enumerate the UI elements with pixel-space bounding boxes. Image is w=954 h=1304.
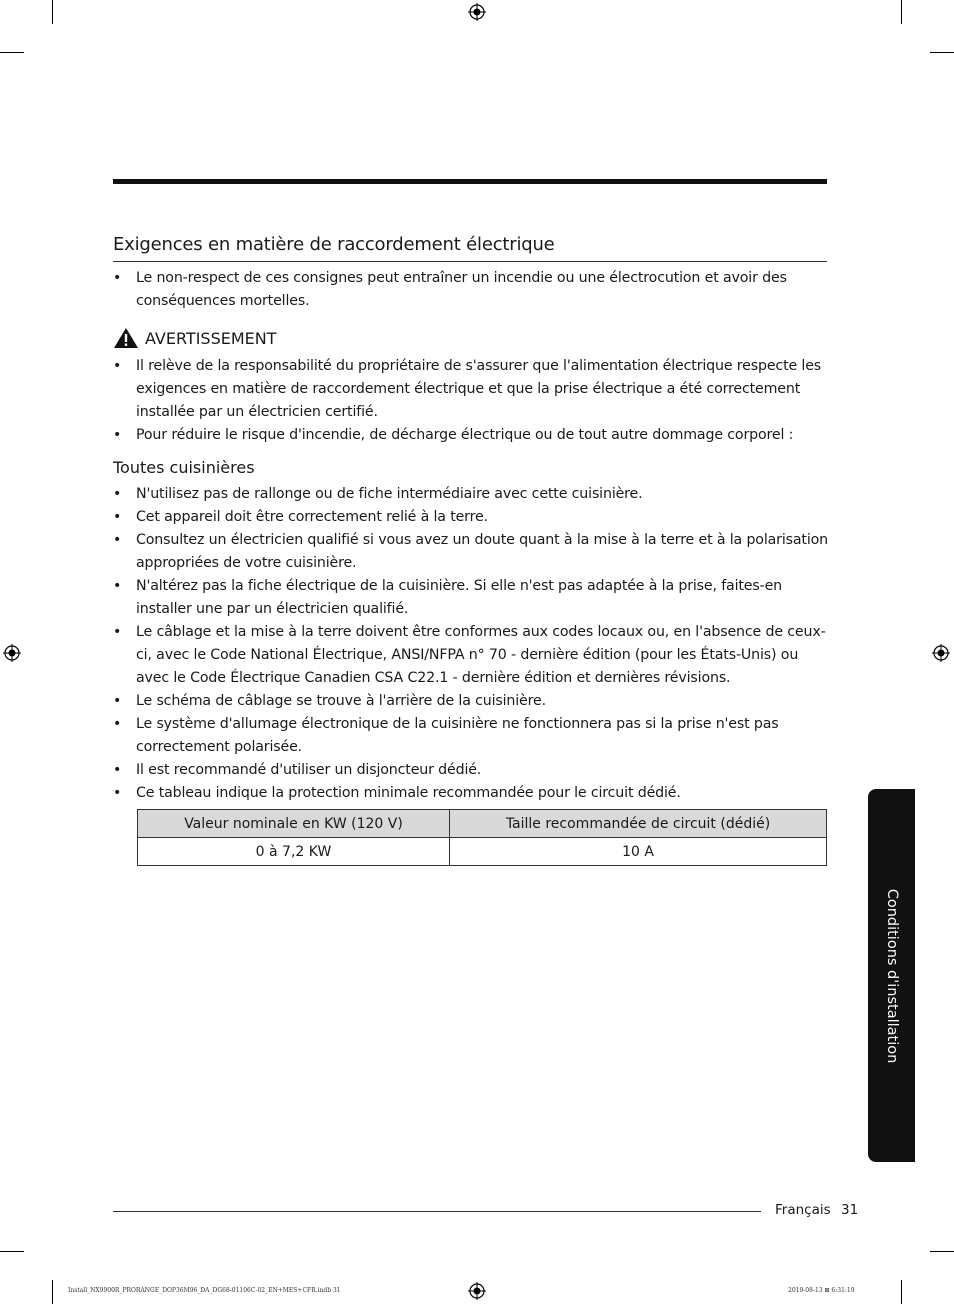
list-item: • Ce tableau indique la protection minimale recommandée pour le circuit dédié. xyxy=(113,785,681,801)
table-header: Valeur nominale en KW (120 V) xyxy=(138,810,450,838)
warning-label: AVERTISSEMENT xyxy=(145,328,277,348)
table-header-row xyxy=(138,810,827,838)
registration-mark-icon xyxy=(468,3,486,21)
footer-rule xyxy=(113,1211,761,1212)
crop-mark xyxy=(901,0,902,24)
footer-language: Français xyxy=(775,1202,831,1218)
subsection-title: Toutes cuisinières xyxy=(113,458,255,477)
list-item: • Cet appareil doit être correctement relié à la terre. xyxy=(113,509,488,525)
crop-mark xyxy=(52,0,53,24)
list-item: • Consultez un électricien qualifié si vous avez un doute quant à la mise à la terre et à la polarisation appropriées de votre cuisinière. xyxy=(113,532,829,571)
warning-triangle-icon xyxy=(113,327,139,349)
crop-mark xyxy=(930,52,954,53)
list-item: • Le câblage et la mise à la terre doivent être conformes aux codes locaux ou, en l'absence de ceux-ci, avec le Code National Électrique, ANSI/NFPA n° 70 - dernière édition (pour les États-Unis) ou avec le Code Électrique Canadien CSA C22.1 - dernière édition et dernières révisions. xyxy=(113,624,826,686)
registration-mark-icon xyxy=(3,644,21,662)
list-item: • Il relève de la responsabilité du propriétaire de s'assurer que l'alimentation électrique respecte les exigences en matière de raccordement électrique et que la prise électrique a été correctement installée par un électricien certifié. xyxy=(113,358,822,420)
list-item: • Le système d'allumage électronique de la cuisinière ne fonctionnera pas si la prise n'est pas correctement polarisée. xyxy=(113,716,779,755)
crop-mark xyxy=(52,1280,53,1304)
warning-heading xyxy=(113,327,277,349)
list-item: • N'altérez pas la fiche électrique de la cuisinière. Si elle n'est pas adaptée à la prise, faites-en installer une par un électricien qualifié. xyxy=(113,578,783,617)
page-number: 31 xyxy=(841,1202,859,1218)
list-item: • Il est recommandé d'utiliser un disjoncteur dédié. xyxy=(113,762,482,778)
crop-mark xyxy=(930,1251,954,1252)
crop-mark xyxy=(0,1251,24,1252)
section-divider-bar xyxy=(113,179,827,184)
crop-mark xyxy=(0,52,24,53)
chapter-side-tab-label: Conditions d'installation xyxy=(883,888,900,1063)
table-cell: 10 A xyxy=(450,838,827,866)
circuit-table xyxy=(137,809,827,866)
table-row xyxy=(138,838,827,866)
list-item: • Le schéma de câblage se trouve à l'arrière de la cuisinière. xyxy=(113,693,546,709)
list-item: • Le non-respect de ces consignes peut entraîner un incendie ou une électrocution et avoir des conséquences mortelles. xyxy=(113,270,787,309)
section-title: Exigences en matière de raccordement électrique xyxy=(113,234,827,262)
table-cell: 0 à 7,2 KW xyxy=(138,838,450,866)
list-item: • Pour réduire le risque d'incendie, de décharge électrique ou de tout autre dommage corporel : xyxy=(113,427,794,443)
list-item: • N'utilisez pas de rallonge ou de fiche intermédiaire avec cette cuisinière. xyxy=(113,486,643,502)
print-slug-right: 2019-08-13 ⊠ 6:31:19 xyxy=(788,1287,855,1294)
registration-mark-icon xyxy=(468,1282,486,1300)
chapter-side-tab xyxy=(868,789,915,1162)
print-slug-left: Install_NX9900R_PRORANGE_DOP36M96_DA_DG68-01106C-02_EN+MES+CFR.indb 31 xyxy=(68,1287,341,1294)
table-header: Taille recommandée de circuit (dédié) xyxy=(450,810,827,838)
crop-mark xyxy=(901,1280,902,1304)
registration-mark-icon xyxy=(932,644,950,662)
